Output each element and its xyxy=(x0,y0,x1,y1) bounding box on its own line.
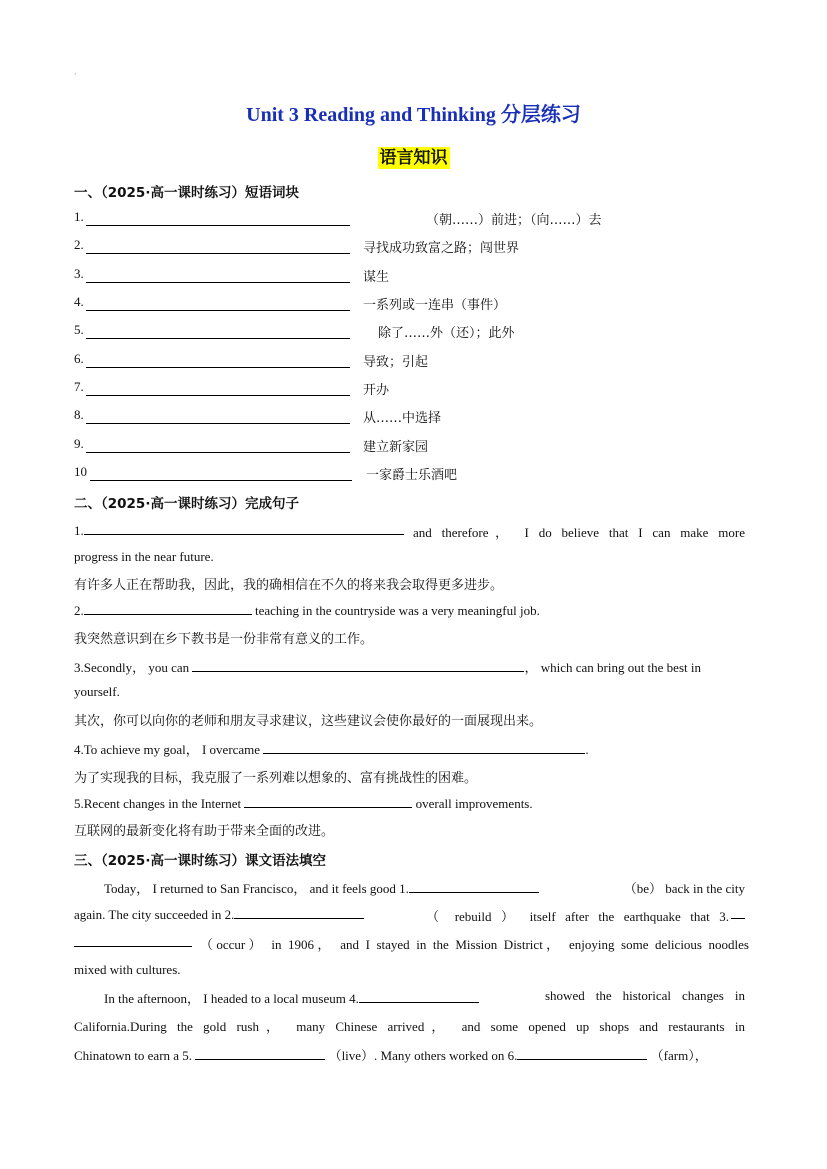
q1-number: 1. xyxy=(74,523,84,538)
page-title: Unit 3 Reading and Thinking 分层练习 xyxy=(246,104,581,126)
blank-6[interactable] xyxy=(517,1047,647,1060)
phrase-number: 6. xyxy=(74,351,84,366)
blank-4[interactable] xyxy=(359,990,479,1003)
p1-line1 xyxy=(104,878,539,897)
q3-pre: 3.Secondly， you can xyxy=(74,660,190,675)
p2-l3a: Chinatown to earn a 5. xyxy=(74,1048,193,1063)
p1-line3 xyxy=(74,934,192,951)
p2-l3c: （farm）， xyxy=(650,1048,708,1063)
p2-l1a: In the afternoon， I headed to a local museum 4. xyxy=(104,991,359,1006)
phrase-number: 10 xyxy=(74,464,87,479)
answer-line[interactable] xyxy=(86,253,350,254)
blank-2[interactable] xyxy=(234,906,364,919)
phrase-meaning: 开办 xyxy=(363,383,390,398)
answer-line[interactable] xyxy=(86,225,350,226)
p1-l3b: （occur） in 1906， and I stayed in the Mission District， enjoying some delicious noodles xyxy=(200,937,749,952)
q2-text: teaching in the countryside was a very meaningful job. xyxy=(255,603,540,618)
q5-chinese: 互联网的最新变化将有助于带来全面的改进。 xyxy=(74,824,335,839)
answer-line[interactable] xyxy=(86,395,350,396)
corner-dot: · xyxy=(74,70,77,79)
p1-l1a: Today， I returned to San Francisco， and it feels good 1. xyxy=(104,881,409,896)
q3-line xyxy=(74,657,701,676)
blank-1[interactable] xyxy=(409,880,539,893)
q4-line xyxy=(74,739,589,758)
phrase-number: 8. xyxy=(74,407,84,422)
subtitle-highlight: 语言知识 xyxy=(379,148,448,168)
phrase-meaning: 从……中选择 xyxy=(363,411,442,426)
phrase-meaning: 寻找成功致富之路；闯世界 xyxy=(363,241,520,256)
q5-post: overall improvements. xyxy=(415,796,533,811)
answer-line[interactable] xyxy=(86,282,350,283)
q3-chinese: 其次，你可以向你的老师和朋友寻求建议，这些建议会使你最好的一面展现出来。 xyxy=(74,714,543,729)
q1-chinese: 有许多人正在帮助我，因此，我的确相信在不久的将来我会取得更多进步。 xyxy=(74,578,504,593)
phrase-number: 7. xyxy=(74,379,84,394)
q5-pre: 5.Recent changes in the Internet xyxy=(74,796,242,811)
phrase-meaning: （朝……）前进；（向……）去 xyxy=(426,213,602,228)
section2-heading: 二、（2025·高一课时练习）完成句子 xyxy=(74,496,299,512)
q3-blank[interactable] xyxy=(192,659,524,672)
answer-line[interactable] xyxy=(86,452,350,453)
q2-blank[interactable] xyxy=(84,602,252,615)
phrase-number: 4. xyxy=(74,294,84,309)
q4-blank[interactable] xyxy=(263,741,585,754)
page-subtitle xyxy=(0,143,827,168)
q1-line xyxy=(74,522,404,539)
blank-5[interactable] xyxy=(195,1047,325,1060)
q2-chinese: 我突然意识到在乡下教书是一份非常有意义的工作。 xyxy=(74,632,374,647)
p1-line2 xyxy=(74,906,364,923)
phrase-meaning: 建立新家园 xyxy=(363,440,429,455)
p2-l1b: showed the historical changes in xyxy=(545,988,745,1003)
phrase-meaning: 导致；引起 xyxy=(363,355,429,370)
q4-chinese: 为了实现我的目标，我克服了一系列难以想象的、富有挑战性的困难。 xyxy=(74,771,478,786)
phrase-meaning: 除了……外（还）；此外 xyxy=(378,326,515,341)
q4-post: . xyxy=(585,742,589,757)
phrase-number: 3. xyxy=(74,266,84,281)
phrase-number: 9. xyxy=(74,436,84,451)
q5-line xyxy=(74,795,533,812)
blank-3-start[interactable] xyxy=(731,906,745,919)
phrase-number: 2. xyxy=(74,237,84,252)
q1-text: and therefore， I do believe that I can make more xyxy=(413,525,745,540)
answer-line[interactable] xyxy=(86,423,350,424)
q3-text-cont: yourself. xyxy=(74,684,120,699)
phrase-meaning: 一家爵士乐酒吧 xyxy=(366,468,458,483)
phrase-meaning: 谋生 xyxy=(363,270,390,285)
p2-line1 xyxy=(104,988,479,1007)
phrase-number: 5. xyxy=(74,322,84,337)
answer-line[interactable] xyxy=(86,367,350,368)
q1-text-cont: progress in the near future. xyxy=(74,549,214,564)
q2-line xyxy=(74,602,540,619)
p1-l1b: （be） back in the city xyxy=(623,881,745,896)
q5-blank[interactable] xyxy=(244,795,412,808)
blank-3[interactable] xyxy=(74,934,192,947)
phrase-number: 1. xyxy=(74,209,84,224)
phrase-meaning: 一系列或一连串（事件） xyxy=(363,298,507,313)
section3-heading: 三、（2025·高一课时练习）课文语法填空 xyxy=(74,853,326,869)
q1-blank[interactable] xyxy=(84,522,404,535)
answer-line[interactable] xyxy=(90,480,352,481)
p2-l2: California.During the gold rush， many Chinese arrived， and some opened up shops and restaurants in xyxy=(74,1019,745,1034)
p1-l2b: （ rebuild ） itself after the earthquake that 3. xyxy=(426,909,729,924)
q2-number: 2. xyxy=(74,603,84,618)
p1-l2a: again. The city succeeded in 2. xyxy=(74,907,235,922)
q3-post: ， which can bring out the best in xyxy=(524,660,701,675)
p2-l3b: （live）. Many others worked on 6. xyxy=(328,1048,518,1063)
answer-line[interactable] xyxy=(86,310,350,311)
q4-pre: 4.To achieve my goal， I overcame xyxy=(74,742,261,757)
answer-line[interactable] xyxy=(86,338,350,339)
section1-heading: 一、（2025·高一课时练习）短语词块 xyxy=(74,185,299,201)
p1-l4: mixed with cultures. xyxy=(74,962,181,977)
p2-line3 xyxy=(74,1045,708,1064)
